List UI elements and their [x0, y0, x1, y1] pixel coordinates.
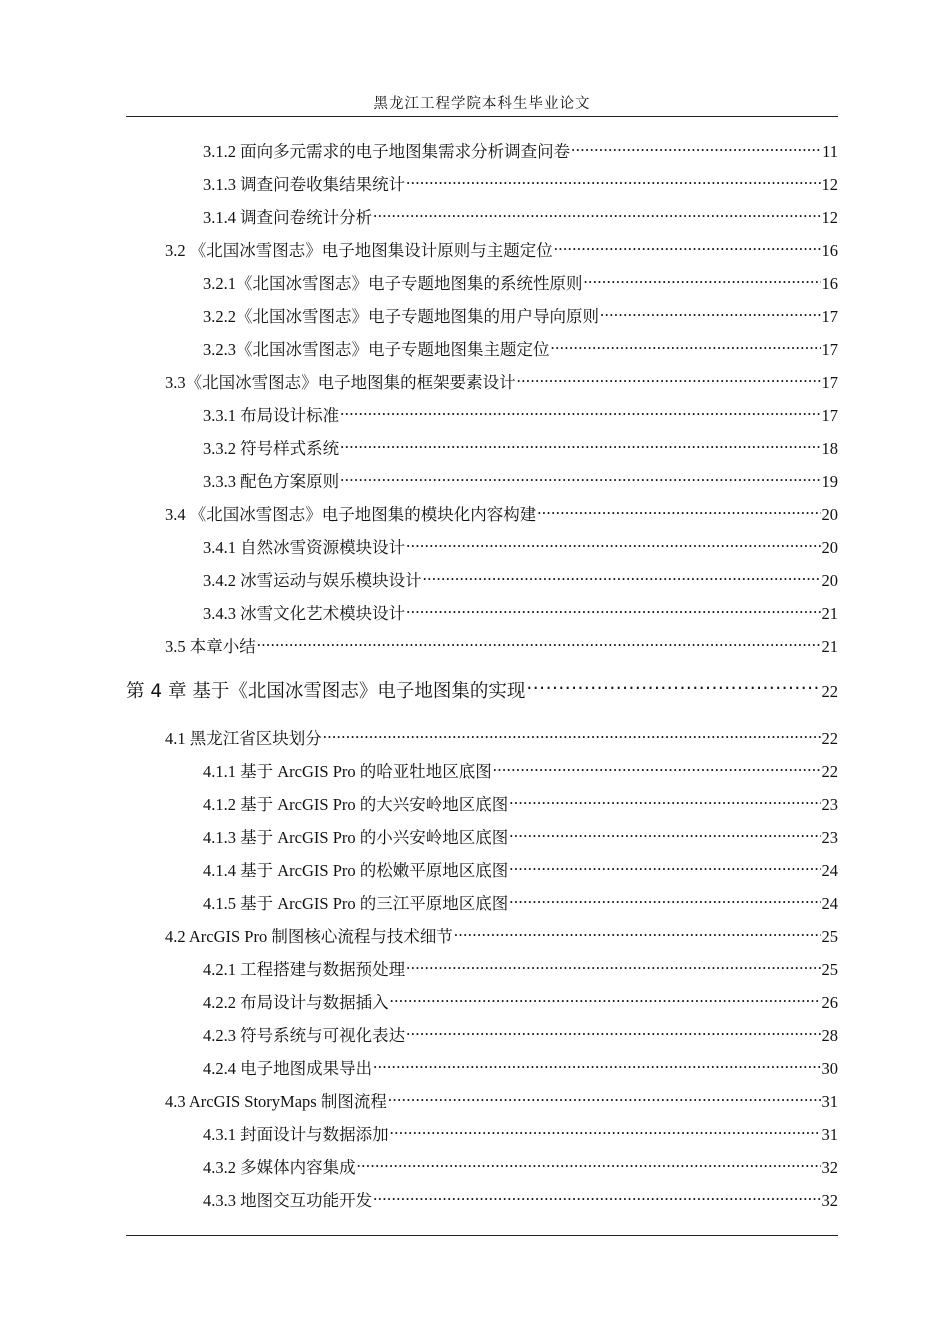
toc-entry-page: 21 — [821, 603, 838, 623]
toc-entry-title: 3.1.4 调查问卷统计分析 — [203, 207, 373, 227]
toc-entry-4-2-1[interactable] — [203, 958, 838, 981]
toc-dot-leader — [509, 892, 820, 909]
toc-entry-3-4-1[interactable] — [203, 536, 838, 559]
toc-dot-leader — [509, 826, 820, 843]
toc-entry-title: 3.2.1《北国冰雪图志》电子专题地图集的系统性原则 — [203, 273, 583, 293]
toc-entry-3-4[interactable] — [165, 503, 838, 526]
toc-entry-title: 3.4.3 冰雪文化艺术模块设计 — [203, 603, 406, 623]
toc-entry-4-1-4[interactable] — [203, 859, 838, 882]
toc-entry-4-1[interactable] — [165, 727, 838, 750]
toc-dot-leader — [454, 925, 821, 942]
toc-dot-leader — [584, 272, 821, 289]
toc-dot-leader — [517, 371, 821, 388]
toc-entry-page: 28 — [821, 1025, 838, 1045]
toc-dot-leader — [340, 437, 820, 454]
toc-entry-4-1-5[interactable] — [203, 892, 838, 915]
toc-entry-title: 3.4.1 自然冰雪资源模块设计 — [203, 537, 406, 557]
toc-entry-4-3-1[interactable] — [203, 1123, 838, 1146]
toc-entry-title: 4.3.3 地图交互功能开发 — [203, 1190, 373, 1210]
toc-entry-title: 4.2.2 布局设计与数据插入 — [203, 992, 389, 1012]
toc-entry-page: 26 — [821, 992, 838, 1012]
toc-entry-title: 4.3.2 多媒体内容集成 — [203, 1157, 356, 1177]
toc-entry-title: 4.1.1 基于 ArcGIS Pro 的哈亚牡地区底图 — [203, 761, 492, 781]
toc-entry-title: 4.1.3 基于 ArcGIS Pro 的小兴安岭地区底图 — [203, 827, 509, 847]
toc-entry-page: 25 — [821, 959, 838, 979]
toc-entry-page: 19 — [821, 471, 838, 491]
toc-entry-title: 3.1.2 面向多元需求的电子地图集需求分析调查问卷 — [203, 141, 571, 161]
toc-entry-3-3[interactable] — [165, 371, 838, 394]
toc-entry-3-2-2[interactable] — [203, 305, 838, 328]
toc-entry-4-3[interactable] — [165, 1090, 838, 1113]
toc-entry-3-3-2[interactable] — [203, 437, 838, 460]
toc-entry-page: 20 — [821, 537, 838, 557]
toc-entry-page: 20 — [821, 570, 838, 590]
toc-entry-title: 3.3《北国冰雪图志》电子地图集的框架要素设计 — [165, 372, 516, 392]
page-header: 黑龙江工程学院本科生毕业论文 — [373, 96, 591, 112]
toc-dot-leader — [526, 678, 820, 697]
toc-entry-4-1-1[interactable] — [203, 760, 838, 783]
toc-dot-leader — [390, 1123, 821, 1140]
toc-dot-leader — [406, 958, 820, 975]
toc-entry-title: 4.1.2 基于 ArcGIS Pro 的大兴安岭地区底图 — [203, 794, 509, 814]
toc-entry-title: 4.1 黑龙江省区块划分 — [165, 728, 322, 748]
toc-entry-3-2[interactable] — [165, 239, 838, 262]
toc-entry-page: 11 — [822, 141, 838, 161]
toc-entry-title: 3.3.2 符号样式系统 — [203, 438, 340, 458]
toc-entry-page: 23 — [821, 794, 838, 814]
toc-entry-page: 22 — [821, 728, 838, 748]
toc-entry-page: 17 — [821, 372, 838, 392]
toc-entry-3-1-2[interactable] — [203, 140, 838, 163]
toc-entry-3-3-3[interactable] — [203, 470, 838, 493]
toc-dot-leader — [600, 305, 821, 322]
toc-entry-4-2[interactable] — [165, 925, 838, 948]
toc-entry-page: 17 — [821, 306, 838, 326]
toc-dot-leader — [373, 1189, 820, 1206]
toc-dot-leader — [406, 1024, 820, 1041]
toc-entry-page: 21 — [821, 636, 838, 656]
toc-entry-page: 31 — [821, 1124, 838, 1144]
toc-entry-page: 32 — [821, 1157, 838, 1177]
toc-dot-leader — [388, 1090, 821, 1107]
toc-dot-leader — [257, 635, 821, 652]
toc-dot-leader — [373, 206, 820, 223]
toc-entry-page: 22 — [821, 761, 838, 781]
toc-entry-page: 16 — [821, 240, 838, 260]
toc-entry-title: 3.4 《北国冰雪图志》电子地图集的模块化内容构建 — [165, 504, 537, 524]
toc-entry-3-5[interactable] — [165, 635, 838, 658]
toc-entry-chapter-4[interactable] — [126, 678, 838, 705]
toc-entry-4-3-2[interactable] — [203, 1156, 838, 1179]
toc-entry-title: 4.3.1 封面设计与数据添加 — [203, 1124, 389, 1144]
toc-entry-page: 23 — [821, 827, 838, 847]
toc-dot-leader — [493, 760, 821, 777]
toc-dot-leader — [373, 1057, 820, 1074]
toc-dot-leader — [509, 859, 820, 876]
toc-dot-leader — [554, 239, 821, 256]
toc-dot-leader — [537, 503, 820, 520]
toc-entry-4-1-2[interactable] — [203, 793, 838, 816]
toc-entry-title: 3.2 《北国冰雪图志》电子地图集设计原则与主题定位 — [165, 240, 553, 260]
toc-entry-page: 17 — [821, 339, 838, 359]
toc-entry-title: 第 4 章 基于《北国冰雪图志》电子地图集的实现 — [126, 680, 526, 702]
toc-entry-title: 4.1.5 基于 ArcGIS Pro 的三江平原地区底图 — [203, 893, 509, 913]
toc-dot-leader — [423, 569, 821, 586]
toc-dot-leader — [406, 173, 820, 190]
toc-entry-title: 3.2.2《北国冰雪图志》电子专题地图集的用户导向原则 — [203, 306, 599, 326]
toc-entry-title: 4.1.4 基于 ArcGIS Pro 的松嫩平原地区底图 — [203, 860, 509, 880]
toc-entry-3-2-1[interactable] — [203, 272, 838, 295]
toc-entry-page: 31 — [821, 1091, 838, 1111]
toc-entry-title: 3.2.3《北国冰雪图志》电子专题地图集主题定位 — [203, 339, 550, 359]
toc-entry-title: 4.3 ArcGIS StoryMaps 制图流程 — [165, 1091, 387, 1111]
toc-entry-4-3-3[interactable] — [203, 1189, 838, 1212]
toc-entry-page: 24 — [821, 860, 838, 880]
toc-dot-leader — [406, 536, 820, 553]
toc-entry-3-2-3[interactable] — [203, 338, 838, 361]
toc-entry-page: 12 — [821, 174, 838, 194]
toc-entry-4-2-3[interactable] — [203, 1024, 838, 1047]
toc-entry-title: 3.1.3 调查问卷收集结果统计 — [203, 174, 406, 194]
toc-entry-title: 3.5 本章小结 — [165, 636, 256, 656]
toc-entry-title: 3.3.3 配色方案原则 — [203, 471, 340, 491]
toc-entry-page: 24 — [821, 893, 838, 913]
toc-entry-page: 18 — [821, 438, 838, 458]
toc-dot-leader — [357, 1156, 821, 1173]
toc-entry-3-4-3[interactable] — [203, 602, 838, 625]
toc-dot-leader — [323, 727, 821, 744]
toc-entry-page: 25 — [821, 926, 838, 946]
footer-divider — [126, 1235, 838, 1236]
toc-dot-leader — [551, 338, 821, 355]
toc-entry-title: 3.4.2 冰雪运动与娱乐模块设计 — [203, 570, 422, 590]
toc-entry-4-2-2[interactable] — [203, 991, 838, 1014]
toc-entry-page: 12 — [821, 207, 838, 227]
toc-entry-page: 22 — [821, 681, 838, 701]
toc-dot-leader — [571, 140, 821, 157]
toc-entry-3-4-2[interactable] — [203, 569, 838, 592]
toc-entry-title: 4.2.3 符号系统与可视化表达 — [203, 1025, 406, 1045]
toc-entry-4-1-3[interactable] — [203, 826, 838, 849]
toc-entry-title: 3.3.1 布局设计标准 — [203, 405, 340, 425]
toc-entry-page: 17 — [821, 405, 838, 425]
toc-entry-page: 20 — [821, 504, 838, 524]
toc-dot-leader — [509, 793, 820, 810]
toc-entry-page: 30 — [821, 1058, 838, 1078]
toc-dot-leader — [340, 404, 820, 421]
toc-dot-leader — [390, 991, 821, 1008]
toc-entry-title: 4.2.4 电子地图成果导出 — [203, 1058, 373, 1078]
toc-entry-3-1-3[interactable] — [203, 173, 838, 196]
toc-entry-page: 16 — [821, 273, 838, 293]
toc-dot-leader — [406, 602, 820, 619]
toc-entry-page: 32 — [821, 1190, 838, 1210]
toc-entry-title: 4.2 ArcGIS Pro 制图核心流程与技术细节 — [165, 926, 453, 946]
toc-entry-title: 4.2.1 工程搭建与数据预处理 — [203, 959, 406, 979]
toc-entry-4-2-4[interactable] — [203, 1057, 838, 1080]
toc-entry-3-3-1[interactable] — [203, 404, 838, 427]
toc-entry-3-1-4[interactable] — [203, 206, 838, 229]
toc-dot-leader — [340, 470, 820, 487]
